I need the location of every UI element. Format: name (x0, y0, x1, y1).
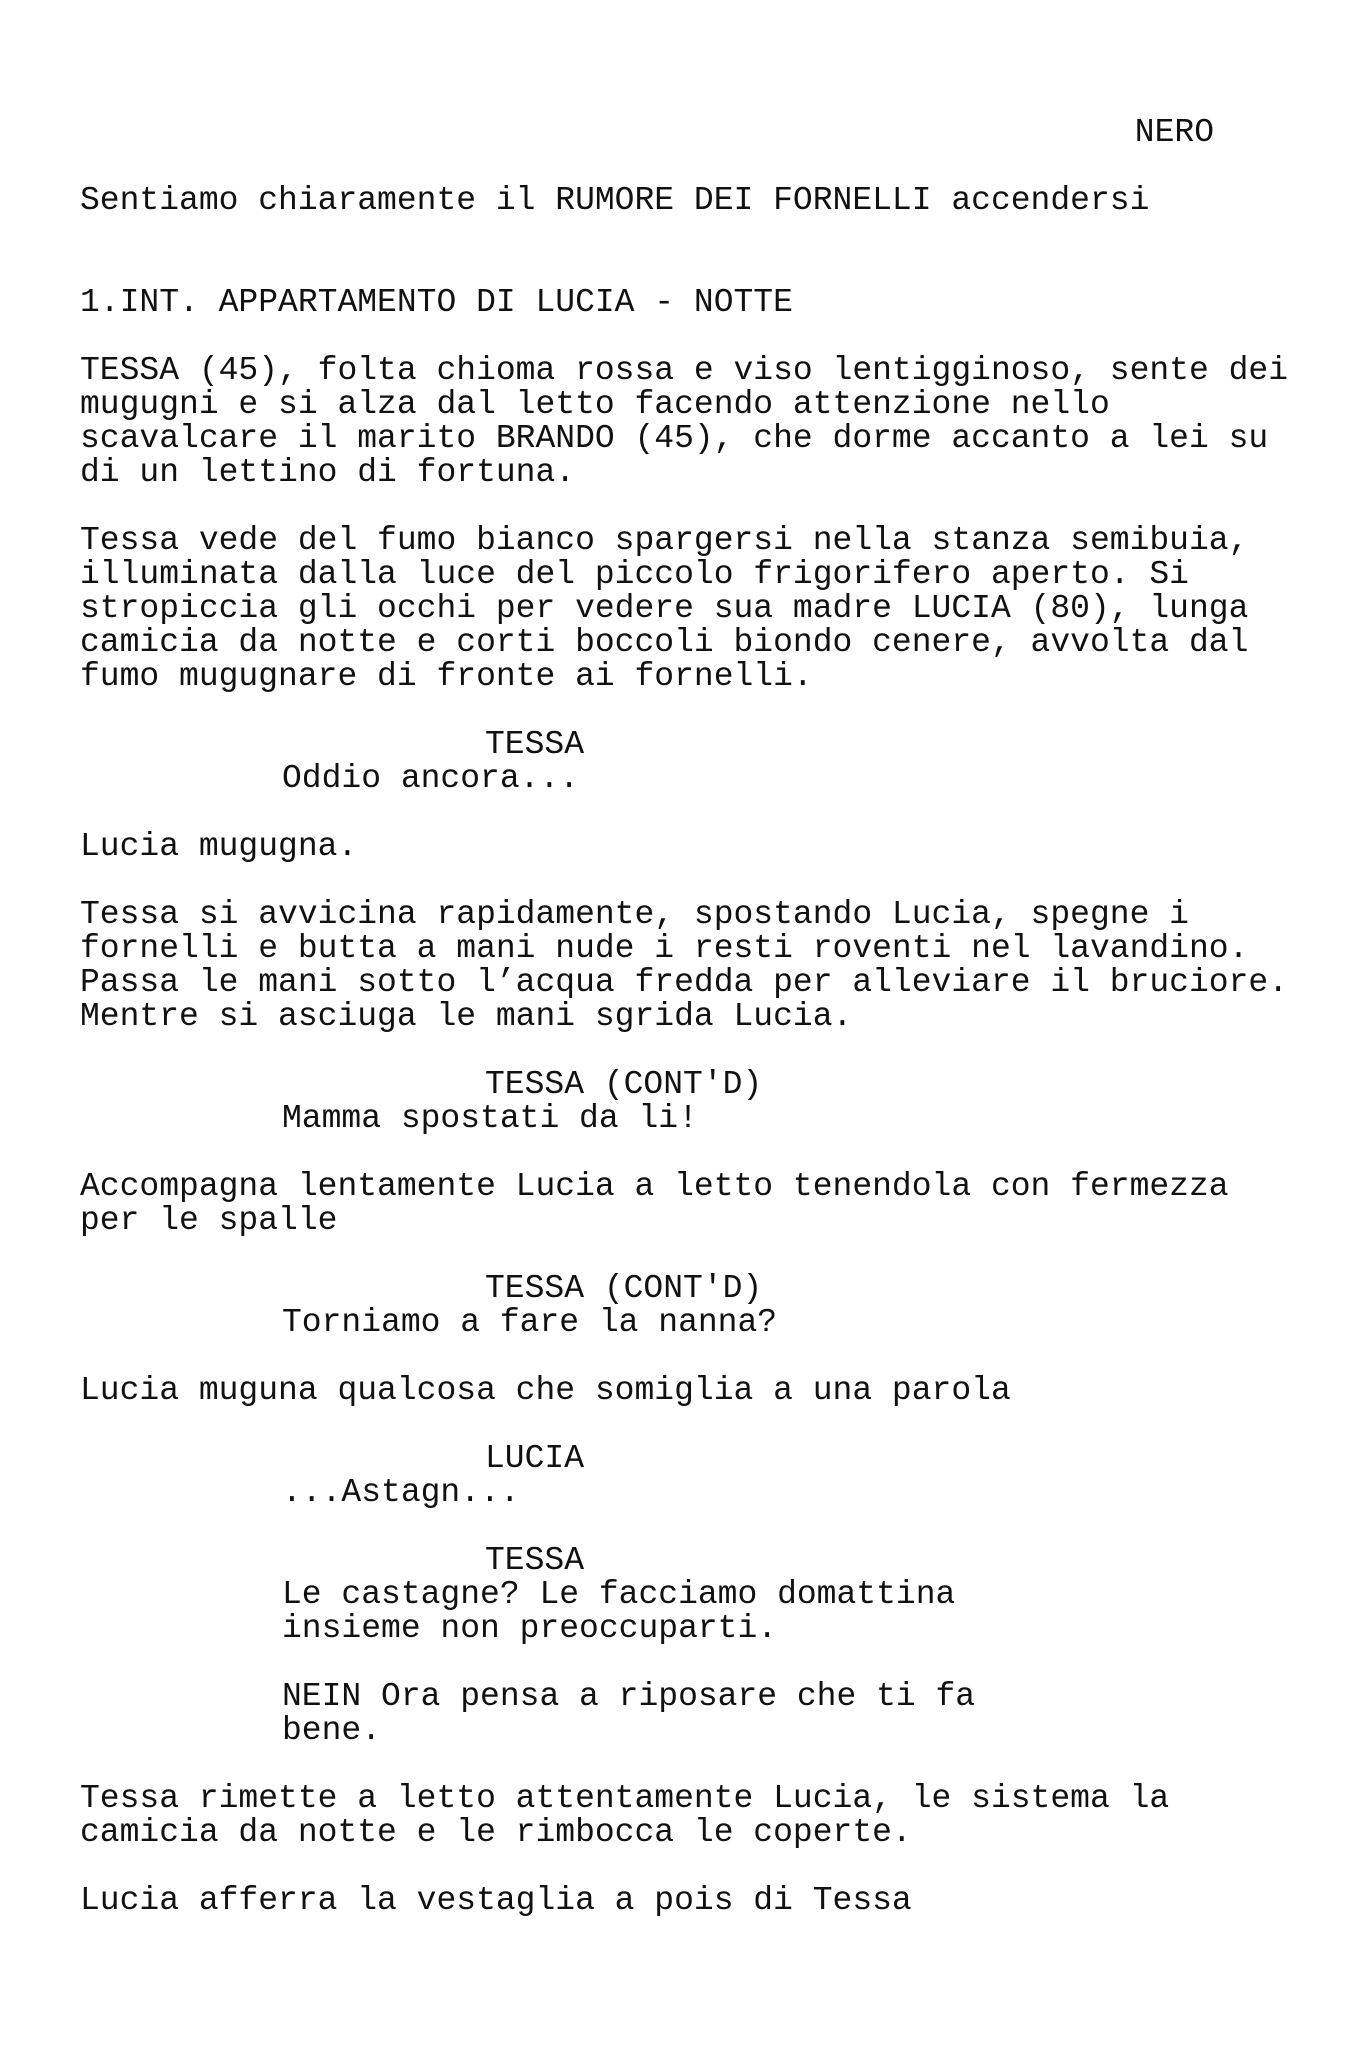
scene-heading: 1.INT. APPARTAMENTO DI LUCIA - NOTTE (80, 284, 793, 321)
dialogue-line: Le castagne? Le facciamo domattina (282, 1576, 956, 1613)
dialogue-line: Oddio ancora... (282, 760, 580, 797)
action-line: Mentre si asciuga le mani sgrida Lucia. (80, 998, 853, 1035)
action-line: scavalcare il marito BRANDO (45), che dorme accanto a lei su (80, 420, 1269, 457)
action-line: illuminata dalla luce del piccolo frigorifero aperto. Si (80, 556, 1189, 593)
action-line: TESSA (45), folta chioma rossa e viso lentigginoso, sente dei (80, 352, 1288, 389)
dialogue-line: Torniamo a fare la nanna? (282, 1304, 778, 1341)
action-line: Tessa rimette a letto attentamente Lucia, le sistema la (80, 1780, 1170, 1817)
action-line: per le spalle (80, 1202, 338, 1239)
character-name: TESSA (CONT'D) (485, 1066, 763, 1103)
character-name: TESSA (485, 726, 585, 763)
action-line: camicia da notte e le rimbocca le coperte. (80, 1814, 912, 1851)
action-line: Tessa vede del fumo bianco spargersi nella stanza semibuia, (80, 522, 1249, 559)
action-line: Passa le mani sotto l’acqua fredda per alleviare il bruciore. (80, 964, 1288, 1001)
action-line: Lucia muguna qualcosa che somiglia a una parola (80, 1372, 1011, 1409)
action-line: Lucia afferra la vestaglia a pois di Tessa (80, 1882, 912, 1919)
action-line: fumo mugugnare di fronte ai fornelli. (80, 658, 813, 695)
transition-text: NERO (1134, 114, 1214, 151)
action-line: fornelli e butta a mani nude i resti roventi nel lavandino. (80, 930, 1249, 967)
dialogue-line: insieme non preoccuparti. (282, 1610, 778, 1647)
action-line: Sentiamo chiaramente il RUMORE DEI FORNELLI accendersi (80, 182, 1150, 219)
action-line: stropiccia gli occhi per vedere sua madre LUCIA (80), lunga (80, 590, 1249, 627)
character-name: TESSA (CONT'D) (485, 1270, 763, 1307)
action-line: Lucia mugugna. (80, 828, 358, 865)
action-line: camicia da notte e corti boccoli biondo cenere, avvolta dal (80, 624, 1249, 661)
action-line: Tessa si avvicina rapidamente, spostando Lucia, spegne i (80, 896, 1189, 933)
dialogue-line: bene. (282, 1712, 382, 1749)
character-name: TESSA (485, 1542, 585, 1579)
action-line: di un lettino di fortuna. (80, 454, 576, 491)
dialogue-line: NEIN Ora pensa a riposare che ti fa (282, 1678, 976, 1715)
character-name: LUCIA (485, 1440, 585, 1477)
dialogue-line: Mamma spostati da li! (282, 1100, 698, 1137)
action-line: mugugni e si alza dal letto facendo attenzione nello (80, 386, 1110, 423)
action-line: Accompagna lentamente Lucia a letto tenendola con fermezza (80, 1168, 1229, 1205)
dialogue-line: ...Astagn... (282, 1474, 520, 1511)
